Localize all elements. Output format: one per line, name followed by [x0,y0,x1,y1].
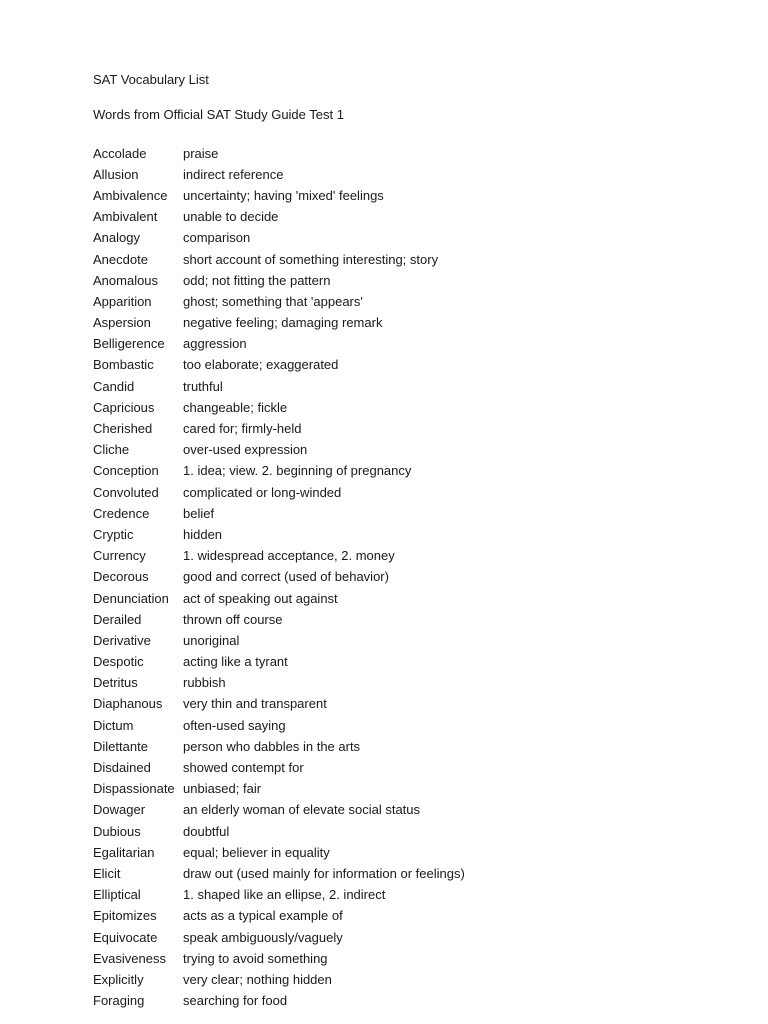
vocab-entry [93,291,713,312]
vocab-word: Currency [93,548,146,564]
vocab-entry [93,885,713,906]
vocab-word: Capricious [93,399,155,415]
vocab-word: Dispassionate [93,781,175,797]
vocab-word: Derivative [93,632,151,648]
vocab-entry [93,546,713,567]
vocab-entry [93,715,713,736]
vocab-definition: praise [183,145,219,161]
vocab-entry [93,673,713,694]
vocab-definition: 1. idea; view. 2. beginning of pregnancy [183,463,412,479]
vocab-word: Anecdote [93,251,148,267]
vocab-entry [93,207,713,228]
vocab-entry [93,355,713,376]
vocab-definition: too elaborate; exaggerated [183,357,339,373]
vocab-entry [93,185,713,206]
vocab-definition: acts as a typical example of [183,908,343,924]
vocab-entry [93,397,713,418]
vocab-definition: doubtful [183,823,230,839]
vocab-entry [93,821,713,842]
vocab-entry [93,927,713,948]
vocab-definition: uncertainty; having 'mixed' feelings [183,187,384,203]
vocab-entry [93,948,713,969]
vocab-word: Credence [93,505,150,521]
vocab-entry [93,736,713,757]
vocab-entry [93,609,713,630]
document-subtitle: Words from Official SAT Study Guide Test 1 [93,107,344,122]
vocab-word: Cryptic [93,526,134,542]
vocab-word: Elliptical [93,887,141,903]
vocab-word: Detritus [93,675,138,691]
vocab-word: Despotic [93,654,144,670]
vocab-word: Bombastic [93,357,154,373]
vocab-entry [93,461,713,482]
vocab-word: Derailed [93,611,142,627]
vocab-entry [93,991,713,1012]
vocab-definition: over-used expression [183,442,308,458]
vocab-word: Dictum [93,717,134,733]
vocab-entry [93,418,713,439]
vocab-word: Decorous [93,569,149,585]
vocab-definition: 1. shaped like an ellipse, 2. indirect [183,887,386,903]
vocab-entry [93,164,713,185]
vocab-definition: trying to avoid something [183,950,328,966]
vocab-word: Explicitly [93,971,144,987]
vocab-entry [93,440,713,461]
vocab-definition: ghost; something that 'appears' [183,293,363,309]
vocab-word: Belligerence [93,336,165,352]
vocab-definition: searching for food [183,993,288,1009]
vocab-entry [93,334,713,355]
vocab-word: Candid [93,378,135,394]
vocab-definition: acting like a tyrant [183,654,288,670]
vocab-word: Dowager [93,802,146,818]
vocab-definition: comparison [183,230,251,246]
vocab-definition: short account of something interesting; story [183,251,439,267]
vocab-definition: unable to decide [183,209,279,225]
vocab-word: Conception [93,463,159,479]
vocab-entry [93,482,713,503]
vocab-definition: unoriginal [183,632,240,648]
vocab-definition: aggression [183,336,247,352]
vocab-entry [93,863,713,884]
vocab-definition: draw out (used mainly for information or feelings) [183,865,465,881]
vocab-definition: person who dabbles in the arts [183,738,361,754]
vocab-entry [93,630,713,651]
document-title: SAT Vocabulary List [93,72,209,87]
vocabulary-list [93,143,713,1012]
vocab-entry [93,567,713,588]
vocab-word: Aspersion [93,315,151,331]
vocab-entry [93,588,713,609]
vocab-entry [93,313,713,334]
vocab-entry [93,842,713,863]
vocab-word: Allusion [93,166,139,182]
vocab-entry [93,270,713,291]
vocab-definition: hidden [183,526,223,542]
vocab-definition: rubbish [183,675,226,691]
vocab-definition: equal; believer in equality [183,844,330,860]
vocab-word: Dilettante [93,738,148,754]
vocab-entry [93,143,713,164]
vocab-word: Apparition [93,293,152,309]
vocab-definition: odd; not fitting the pattern [183,272,331,288]
vocab-entry [93,757,713,778]
vocab-word: Egalitarian [93,844,155,860]
vocab-definition: belief [183,505,215,521]
vocab-word: Elicit [93,865,121,881]
vocab-entry [93,694,713,715]
vocab-entry [93,906,713,927]
vocab-word: Analogy [93,230,140,246]
vocab-definition: changeable; fickle [183,399,288,415]
vocab-word: Accolade [93,145,147,161]
vocab-entry [93,800,713,821]
vocab-definition: indirect reference [183,166,284,182]
vocab-definition: speak ambiguously/vaguely [183,929,343,945]
vocab-definition: cared for; firmly-held [183,421,302,437]
vocab-definition: an elderly woman of elevate social status [183,802,421,818]
vocab-entry [93,524,713,545]
vocab-definition: thrown off course [183,611,283,627]
vocab-entry [93,652,713,673]
vocab-entry [93,249,713,270]
vocab-definition: act of speaking out against [183,590,338,606]
vocab-entry [93,503,713,524]
vocab-word: Diaphanous [93,696,163,712]
vocab-definition: 1. widespread acceptance, 2. money [183,548,395,564]
vocab-entry [93,376,713,397]
vocab-definition: showed contempt for [183,760,304,776]
vocab-word: Anomalous [93,272,159,288]
vocab-word: Cherished [93,421,153,437]
vocab-entry [93,969,713,990]
vocab-word: Foraging [93,993,145,1009]
vocab-word: Evasiveness [93,950,166,966]
vocab-word: Dubious [93,823,141,839]
vocab-word: Convoluted [93,484,159,500]
vocab-word: Cliche [93,442,130,458]
vocab-word: Epitomizes [93,908,157,924]
vocab-word: Ambivalence [93,187,168,203]
vocab-word: Denunciation [93,590,169,606]
vocab-word: Ambivalent [93,209,158,225]
vocab-definition: truthful [183,378,223,394]
vocab-definition: unbiased; fair [183,781,262,797]
vocab-word: Equivocate [93,929,158,945]
vocab-definition: very thin and transparent [183,696,327,712]
vocab-definition: very clear; nothing hidden [183,971,332,987]
vocab-definition: negative feeling; damaging remark [183,315,383,331]
vocab-word: Disdained [93,760,151,776]
vocab-definition: good and correct (used of behavior) [183,569,389,585]
vocab-entry [93,228,713,249]
vocab-definition: often-used saying [183,717,286,733]
vocab-entry [93,779,713,800]
vocab-definition: complicated or long-winded [183,484,342,500]
